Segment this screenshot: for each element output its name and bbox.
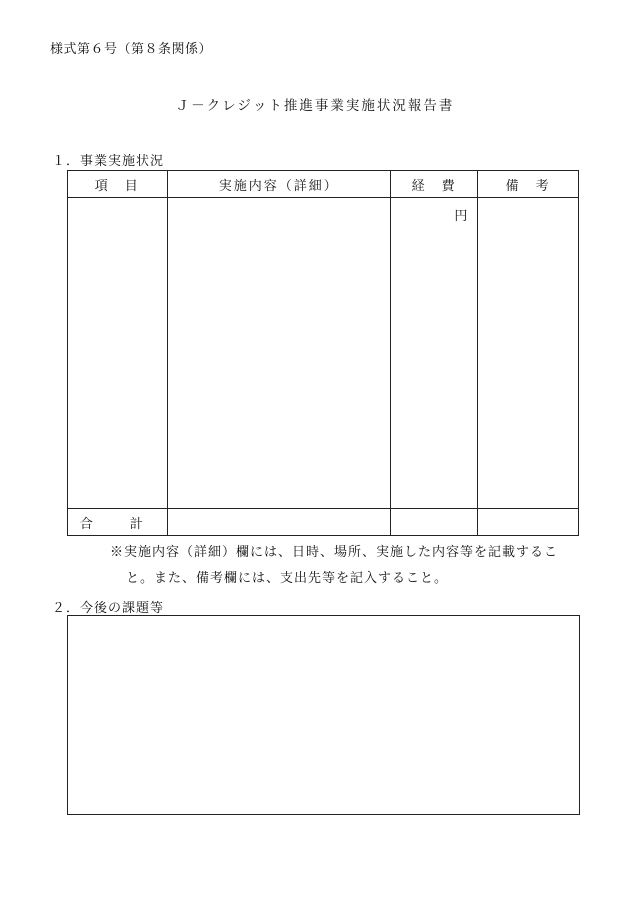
total-label: 合 計 — [68, 509, 168, 536]
total-cost-cell[interactable] — [390, 509, 478, 536]
item-cell[interactable] — [68, 198, 168, 509]
header-remarks: 備 考 — [478, 171, 579, 198]
header-cost: 経 費 — [390, 171, 478, 198]
table-body-row — [68, 198, 579, 509]
total-detail-cell[interactable] — [167, 509, 390, 536]
table-note-line1: ※実施内容（詳細）欄には、日時、場所、実施した内容等を記載するこ — [110, 545, 559, 560]
section-heading-implementation-status: １．事業実施状況 — [52, 154, 165, 169]
form-number: 様式第６号（第８条関係） — [50, 42, 213, 57]
table-note-line2: と。また、備考欄には、支出先等を記入すること。 — [126, 571, 449, 586]
detail-cell[interactable] — [167, 198, 390, 509]
section-heading-future-issues: ２．今後の課題等 — [52, 601, 165, 616]
header-detail: 実施内容（詳細） — [167, 171, 390, 198]
implementation-status-table — [67, 170, 579, 536]
total-remarks-cell[interactable] — [478, 509, 579, 536]
table-total-row — [68, 509, 579, 536]
cost-cell[interactable] — [390, 198, 478, 509]
yen-unit-label: 円 — [454, 209, 468, 224]
table-header-row — [68, 171, 579, 198]
future-issues-box[interactable] — [67, 615, 580, 815]
remarks-cell[interactable] — [478, 198, 579, 509]
header-item: 項 目 — [68, 171, 168, 198]
document-title: Ｊ－クレジット推進事業実施状況報告書 — [175, 98, 455, 114]
